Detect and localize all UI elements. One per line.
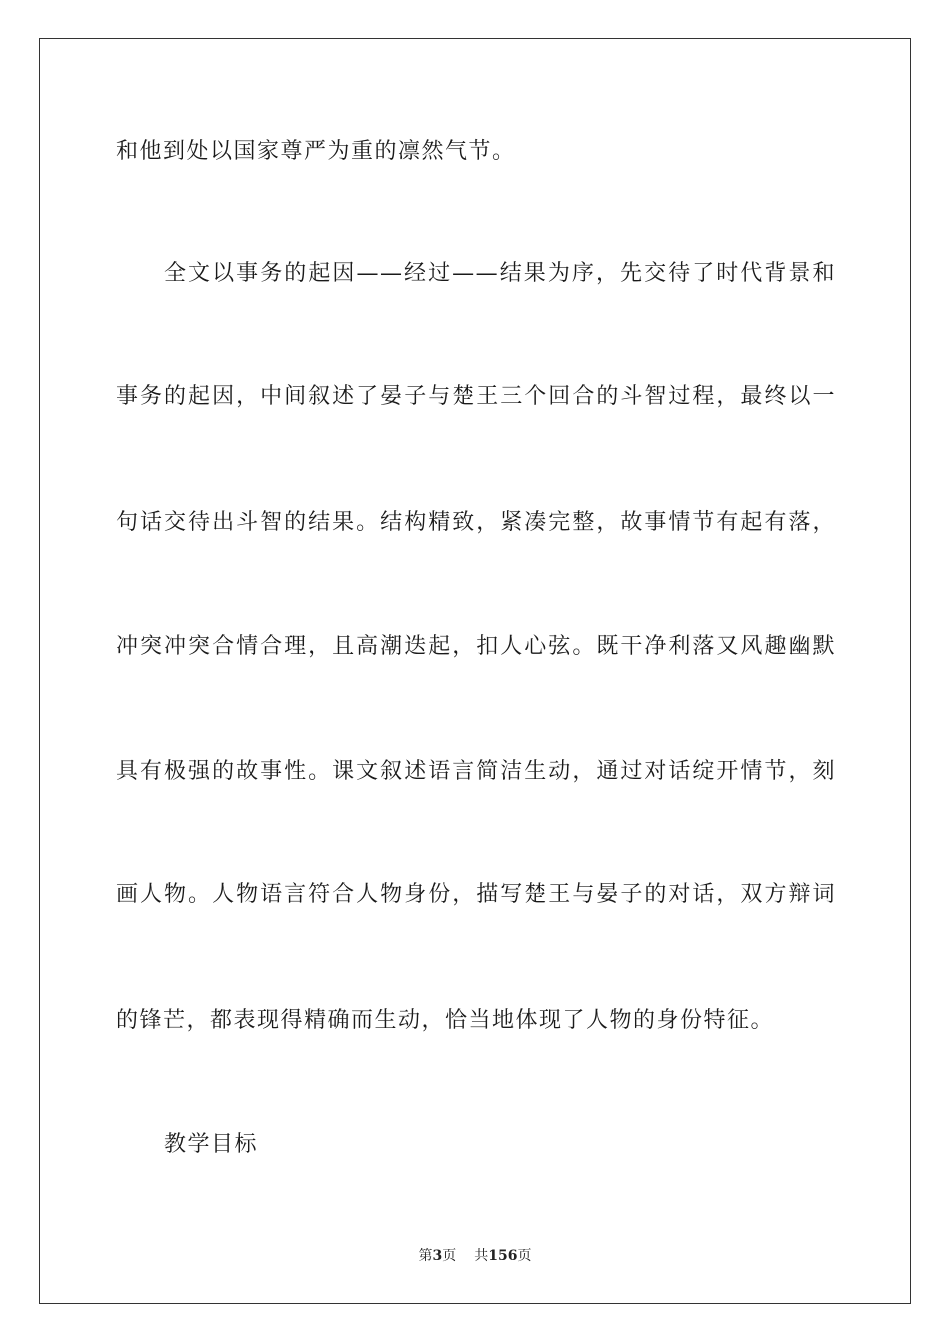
paragraph-line-1: 和他到处以国家尊严为重的凛然气节。 xyxy=(116,139,516,164)
paragraph-line-3: 事务的起因，中间叙述了晏子与楚王三个回合的斗智过程，最终以一 xyxy=(116,384,836,409)
paragraph-line-2: 全文以事务的起因——经过——结果为序，先交待了时代背景和 xyxy=(164,261,836,286)
total-suffix: 页 xyxy=(517,1248,532,1264)
paragraph-line-4: 句话交待出斗智的结果。结构精致，紧凑完整，故事情节有起有落， xyxy=(116,510,836,535)
total-pages: 156 xyxy=(488,1248,518,1264)
section-heading: 教学目标 xyxy=(164,1132,259,1157)
page-suffix: 页 xyxy=(442,1248,457,1264)
page-footer xyxy=(0,1247,950,1265)
page-number: 3 xyxy=(432,1248,443,1264)
paragraph-line-6: 具有极强的故事性。课文叙述语言简洁生动，通过对话绽开情节，刻 xyxy=(116,759,836,784)
paragraph-line-5: 冲突冲突合情合理，且高潮迭起，扣人心弦。既干净利落又风趣幽默 xyxy=(116,634,836,659)
paragraph-line-8: 的锋芒，都表现得精确而生动，恰当地体现了人物的身份特征。 xyxy=(116,1008,775,1033)
page-border xyxy=(39,38,911,1304)
page-prefix: 第 xyxy=(418,1248,433,1264)
paragraph-line-7: 画人物。人物语言符合人物身份，描写楚王与晏子的对话，双方辩词 xyxy=(116,882,836,907)
total-prefix: 共 xyxy=(474,1248,489,1264)
